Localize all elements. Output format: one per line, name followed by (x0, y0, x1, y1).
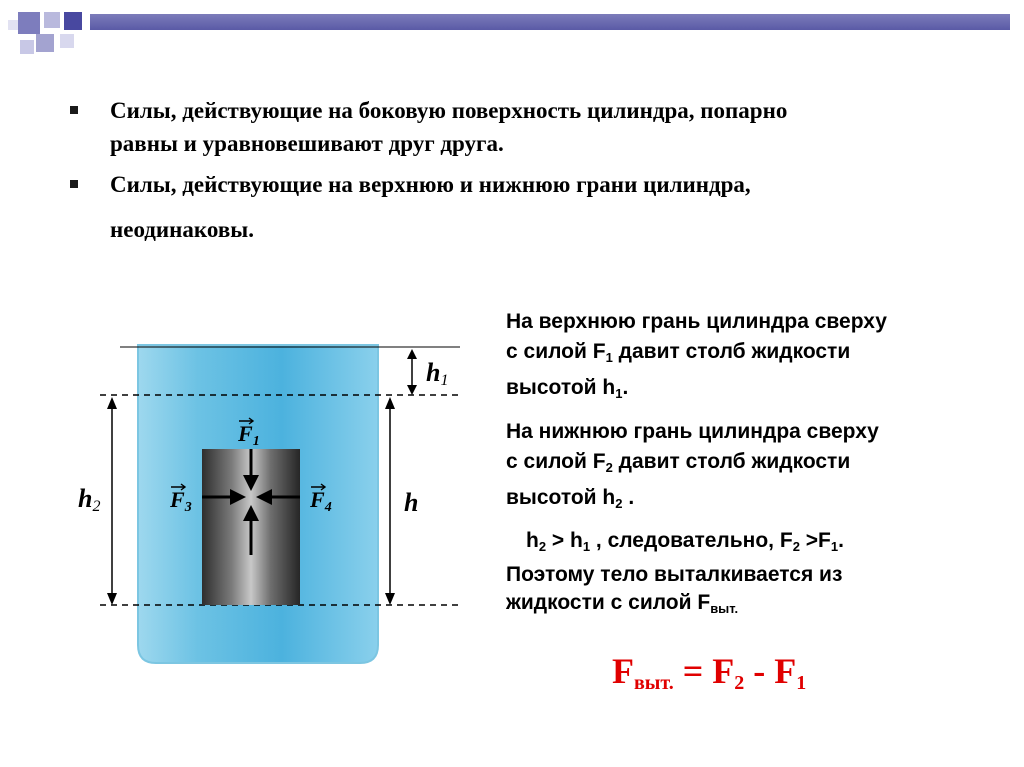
bullet-item (70, 168, 950, 246)
decor-square (44, 12, 60, 28)
h1-sub: 1 (440, 372, 449, 389)
f4-label: F (310, 487, 325, 512)
text-line: Поэтому тело выталкивается из (506, 563, 843, 586)
subscript: 2 (538, 539, 547, 554)
paragraph-bottom-face (506, 417, 1006, 519)
text-line: давит столб жидкости (612, 340, 851, 363)
subscript: 1 (615, 386, 623, 401)
bullet-item (70, 94, 950, 160)
decor-square (64, 12, 82, 30)
h2-label: h (78, 484, 93, 513)
svg-text:h2 (78, 484, 100, 515)
decor-square (18, 12, 40, 34)
formula-part: F (612, 651, 634, 691)
formula-part: = F (673, 651, 735, 691)
bullet-text: неодинаковы. (110, 217, 254, 242)
text-line: . (838, 529, 844, 552)
decor-square (60, 34, 74, 48)
subscript: выт. (710, 601, 739, 616)
subscript: 1 (830, 539, 839, 554)
bullet-text: Силы, действующие на верхнюю и нижнюю грани цилиндра, (110, 172, 751, 197)
subscript: 1 (605, 350, 613, 365)
subscript: 2 (605, 460, 613, 475)
bullet-square-icon (70, 106, 78, 114)
text-line: , следовательно, F (590, 529, 793, 552)
h2-sub: 2 (92, 498, 101, 515)
formula-subscript: 1 (796, 672, 807, 694)
text-line: На нижнюю грань цилиндра сверху (506, 420, 879, 443)
subscript: 1 (582, 539, 591, 554)
text-line: >F (799, 529, 831, 552)
formula-subscript: выт. (634, 672, 674, 694)
formula-part: - F (744, 651, 797, 691)
formula-subscript: 2 (734, 672, 745, 694)
paragraph-top-face (506, 307, 1006, 409)
subscript: 2 (792, 539, 800, 554)
text-line: > h (546, 529, 583, 552)
paragraph-conclusion (506, 527, 1006, 623)
f1-sub: 1 (252, 434, 260, 449)
explanation-text (506, 307, 1006, 623)
text-line: высотой h (506, 376, 616, 399)
decor-square (20, 40, 34, 54)
text-line: h (526, 529, 539, 552)
f1-label: F (238, 421, 253, 446)
bullet-text: равны и уравновешивают друг друга. (110, 131, 504, 156)
text-line: . (622, 486, 635, 509)
bullet-square-icon (70, 180, 78, 188)
bullet-text: Силы, действующие на боковую поверхность цилиндра, попарно (110, 98, 788, 123)
decor-square (8, 20, 18, 30)
text-line: жидкости с силой F (506, 591, 711, 614)
text-line: давит столб жидкости (612, 450, 851, 473)
svg-text:h1 (426, 358, 448, 389)
cylinder-diagram (60, 315, 490, 675)
bullet-list (70, 94, 950, 246)
decor-square (36, 34, 54, 52)
header-decoration-bar (90, 14, 1010, 30)
text-line: На верхнюю грань цилиндра сверху (506, 310, 887, 333)
text-line: . (622, 376, 629, 399)
f4-sub: 4 (324, 500, 332, 515)
text-line: с силой F (506, 450, 606, 473)
f3-label: F (170, 487, 185, 512)
buoyancy-formula (612, 650, 806, 695)
text-line: с силой F (506, 340, 606, 363)
text-line: высотой h (506, 486, 616, 509)
subscript: 2 (615, 496, 623, 511)
f3-sub: 3 (184, 500, 192, 515)
h-label: h (404, 488, 419, 517)
h1-label: h (426, 358, 441, 387)
